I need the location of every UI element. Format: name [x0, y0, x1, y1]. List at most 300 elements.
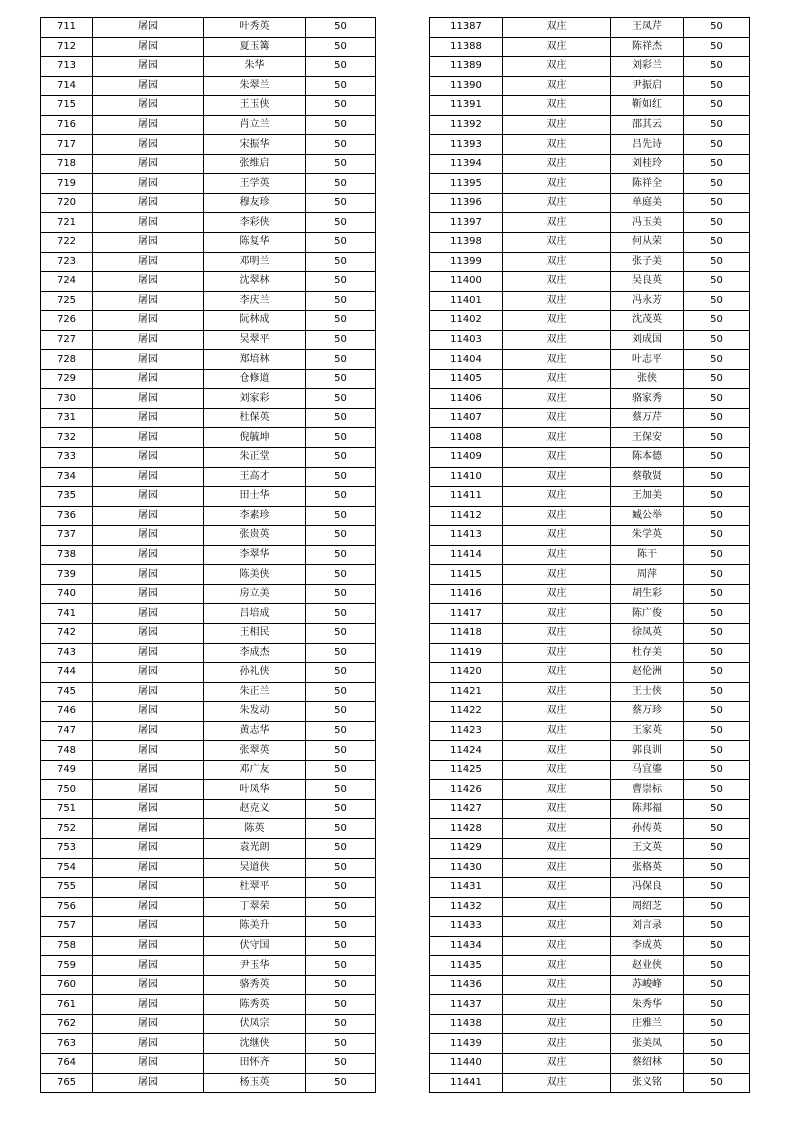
village-cell: 屠园	[93, 115, 204, 135]
person-name-cell: 伏守国	[204, 936, 306, 956]
table-row	[41, 936, 376, 956]
table-row	[430, 995, 750, 1015]
person-name-cell: 陈祥杰	[611, 37, 684, 57]
village-cell: 屠园	[93, 213, 204, 233]
person-name-cell: 王士侠	[611, 682, 684, 702]
person-name-cell: 杜翠平	[204, 878, 306, 898]
person-name-cell: 穆友珍	[204, 193, 306, 213]
record-number-cell: 11402	[430, 311, 503, 331]
table-row	[430, 526, 750, 546]
village-cell: 屠园	[93, 389, 204, 409]
village-cell: 屠园	[93, 643, 204, 663]
record-number-cell: 714	[41, 76, 93, 96]
village-cell: 屠园	[93, 37, 204, 57]
table-row	[41, 897, 376, 917]
person-name-cell: 叶志平	[611, 350, 684, 370]
table-row	[41, 213, 376, 233]
village-cell: 双庄	[503, 369, 611, 389]
person-name-cell: 吴翠平	[204, 330, 306, 350]
record-number-cell: 11433	[430, 917, 503, 937]
table-row	[41, 858, 376, 878]
table-row	[430, 213, 750, 233]
person-name-cell: 周萍	[611, 565, 684, 585]
table-row	[430, 917, 750, 937]
person-name-cell: 刘桂玲	[611, 154, 684, 174]
record-number-cell: 11415	[430, 565, 503, 585]
person-name-cell: 张侠	[611, 369, 684, 389]
record-number-cell: 11432	[430, 897, 503, 917]
amount-cell: 50	[684, 272, 750, 292]
amount-cell: 50	[684, 760, 750, 780]
village-cell: 双庄	[503, 193, 611, 213]
amount-cell: 50	[684, 408, 750, 428]
table-row	[41, 1034, 376, 1054]
amount-cell: 50	[684, 57, 750, 77]
person-name-cell: 臧公举	[611, 506, 684, 526]
person-name-cell: 李成杰	[204, 643, 306, 663]
amount-cell: 50	[684, 975, 750, 995]
village-cell: 屠园	[93, 467, 204, 487]
record-number-cell: 11421	[430, 682, 503, 702]
person-name-cell: 陈邦福	[611, 799, 684, 819]
village-cell: 屠园	[93, 96, 204, 116]
person-name-cell: 仓修道	[204, 369, 306, 389]
amount-cell: 50	[306, 623, 376, 643]
village-cell: 屠园	[93, 487, 204, 507]
village-cell: 双庄	[503, 1053, 611, 1073]
person-name-cell: 吕培成	[204, 604, 306, 624]
table-row	[41, 154, 376, 174]
village-cell: 屠园	[93, 663, 204, 683]
table-row	[430, 858, 750, 878]
record-number-cell: 11392	[430, 115, 503, 135]
person-name-cell: 杜存美	[611, 643, 684, 663]
record-number-cell: 11407	[430, 408, 503, 428]
amount-cell: 50	[684, 37, 750, 57]
village-cell: 双庄	[503, 350, 611, 370]
person-name-cell: 张格英	[611, 858, 684, 878]
person-name-cell: 尹玉华	[204, 956, 306, 976]
table-row	[41, 682, 376, 702]
village-cell: 屠园	[93, 76, 204, 96]
record-number-cell: 11394	[430, 154, 503, 174]
record-number-cell: 759	[41, 956, 93, 976]
amount-cell: 50	[306, 311, 376, 331]
village-cell: 双庄	[503, 702, 611, 722]
person-name-cell: 徐凤英	[611, 623, 684, 643]
village-cell: 屠园	[93, 428, 204, 448]
table-row	[41, 917, 376, 937]
person-name-cell: 宋振华	[204, 135, 306, 155]
village-cell: 双庄	[503, 408, 611, 428]
person-name-cell: 单庭美	[611, 193, 684, 213]
table-row	[430, 330, 750, 350]
record-number-cell: 734	[41, 467, 93, 487]
person-name-cell: 郑培林	[204, 350, 306, 370]
village-cell: 双庄	[503, 858, 611, 878]
record-number-cell: 748	[41, 741, 93, 761]
village-cell: 屠园	[93, 760, 204, 780]
village-cell: 屠园	[93, 57, 204, 77]
amount-cell: 50	[684, 487, 750, 507]
table-row	[430, 193, 750, 213]
record-number-cell: 761	[41, 995, 93, 1015]
person-name-cell: 朱秀华	[611, 995, 684, 1015]
person-name-cell: 冯玉美	[611, 213, 684, 233]
person-name-cell: 田士华	[204, 487, 306, 507]
amount-cell: 50	[684, 350, 750, 370]
person-name-cell: 肖立兰	[204, 115, 306, 135]
village-cell: 双庄	[503, 135, 611, 155]
table-row	[430, 311, 750, 331]
village-cell: 双庄	[503, 57, 611, 77]
person-name-cell: 田怀齐	[204, 1053, 306, 1073]
person-name-cell: 张贵英	[204, 526, 306, 546]
record-number-cell: 718	[41, 154, 93, 174]
village-cell: 双庄	[503, 956, 611, 976]
village-cell: 屠园	[93, 995, 204, 1015]
record-number-cell: 11425	[430, 760, 503, 780]
village-cell: 屠园	[93, 897, 204, 917]
amount-cell: 50	[306, 291, 376, 311]
table-row	[41, 526, 376, 546]
record-number-cell: 11420	[430, 663, 503, 683]
village-cell: 双庄	[503, 975, 611, 995]
table-row	[430, 663, 750, 683]
person-name-cell: 沈继侠	[204, 1034, 306, 1054]
person-name-cell: 朱正兰	[204, 682, 306, 702]
table-row	[41, 389, 376, 409]
person-name-cell: 李庆兰	[204, 291, 306, 311]
table-row	[41, 760, 376, 780]
table-row	[430, 467, 750, 487]
person-name-cell: 伏凤宗	[204, 1014, 306, 1034]
person-name-cell: 孙礼侠	[204, 663, 306, 683]
table-row	[430, 252, 750, 272]
table-row	[41, 663, 376, 683]
amount-cell: 50	[684, 154, 750, 174]
amount-cell: 50	[684, 936, 750, 956]
village-cell: 双庄	[503, 780, 611, 800]
village-cell: 屠园	[93, 858, 204, 878]
amount-cell: 50	[306, 96, 376, 116]
person-name-cell: 陈美升	[204, 917, 306, 937]
table-row	[41, 741, 376, 761]
person-name-cell: 朱翠兰	[204, 76, 306, 96]
amount-cell: 50	[306, 565, 376, 585]
amount-cell: 50	[684, 584, 750, 604]
table-row	[430, 760, 750, 780]
person-name-cell: 胡生彩	[611, 584, 684, 604]
village-cell: 双庄	[503, 721, 611, 741]
record-number-cell: 735	[41, 487, 93, 507]
amount-cell: 50	[306, 1053, 376, 1073]
person-name-cell: 吴道侠	[204, 858, 306, 878]
village-cell: 双庄	[503, 233, 611, 253]
table-row	[41, 878, 376, 898]
village-cell: 屠园	[93, 780, 204, 800]
table-row	[41, 135, 376, 155]
amount-cell: 50	[684, 389, 750, 409]
person-name-cell: 刘成国	[611, 330, 684, 350]
record-number-cell: 736	[41, 506, 93, 526]
record-number-cell: 11405	[430, 369, 503, 389]
amount-cell: 50	[306, 936, 376, 956]
amount-cell: 50	[306, 917, 376, 937]
record-number-cell: 737	[41, 526, 93, 546]
village-cell: 双庄	[503, 545, 611, 565]
person-name-cell: 陈复华	[204, 233, 306, 253]
village-cell: 双庄	[503, 663, 611, 683]
village-cell: 双庄	[503, 154, 611, 174]
record-number-cell: 717	[41, 135, 93, 155]
person-name-cell: 冯永芳	[611, 291, 684, 311]
village-cell: 屠园	[93, 193, 204, 213]
record-number-cell: 727	[41, 330, 93, 350]
person-name-cell: 杨玉英	[204, 1073, 306, 1093]
village-cell: 双庄	[503, 819, 611, 839]
amount-cell: 50	[306, 233, 376, 253]
person-name-cell: 王学英	[204, 174, 306, 194]
village-cell: 双庄	[503, 878, 611, 898]
record-number-cell: 11417	[430, 604, 503, 624]
table-row	[41, 623, 376, 643]
person-name-cell: 朱学英	[611, 526, 684, 546]
table-row	[430, 936, 750, 956]
record-number-cell: 11423	[430, 721, 503, 741]
amount-cell: 50	[684, 604, 750, 624]
amount-cell: 50	[306, 408, 376, 428]
table-row	[41, 721, 376, 741]
village-cell: 双庄	[503, 1034, 611, 1054]
amount-cell: 50	[306, 721, 376, 741]
table-row	[41, 96, 376, 116]
table-row	[430, 154, 750, 174]
table-row	[41, 115, 376, 135]
table-row	[41, 1053, 376, 1073]
table-row	[41, 76, 376, 96]
table-row	[41, 193, 376, 213]
record-number-cell: 720	[41, 193, 93, 213]
table-row	[41, 565, 376, 585]
person-name-cell: 丁翠荣	[204, 897, 306, 917]
person-name-cell: 张维启	[204, 154, 306, 174]
table-row	[430, 18, 750, 38]
person-name-cell: 王玉侠	[204, 96, 306, 116]
table-row	[430, 819, 750, 839]
amount-cell: 50	[684, 878, 750, 898]
table-row	[41, 487, 376, 507]
record-number-cell: 11439	[430, 1034, 503, 1054]
amount-cell: 50	[684, 1014, 750, 1034]
record-number-cell: 11406	[430, 389, 503, 409]
amount-cell: 50	[684, 96, 750, 116]
amount-cell: 50	[684, 623, 750, 643]
table-row	[430, 272, 750, 292]
record-number-cell: 11401	[430, 291, 503, 311]
village-cell: 屠园	[93, 741, 204, 761]
person-name-cell: 陈祥全	[611, 174, 684, 194]
amount-cell: 50	[684, 565, 750, 585]
table-row	[430, 878, 750, 898]
amount-cell: 50	[306, 487, 376, 507]
person-name-cell: 朱华	[204, 57, 306, 77]
record-number-cell: 11400	[430, 272, 503, 292]
table-row	[430, 389, 750, 409]
person-name-cell: 赵克义	[204, 799, 306, 819]
village-cell: 屠园	[93, 838, 204, 858]
record-number-cell: 723	[41, 252, 93, 272]
record-number-cell: 726	[41, 311, 93, 331]
record-number-cell: 11429	[430, 838, 503, 858]
table-row	[430, 233, 750, 253]
village-cell: 双庄	[503, 526, 611, 546]
record-number-cell: 11426	[430, 780, 503, 800]
person-name-cell: 王加美	[611, 487, 684, 507]
village-cell: 双庄	[503, 467, 611, 487]
amount-cell: 50	[684, 526, 750, 546]
village-cell: 双庄	[503, 428, 611, 448]
record-number-cell: 756	[41, 897, 93, 917]
table-row	[41, 995, 376, 1015]
record-number-cell: 11389	[430, 57, 503, 77]
table-row	[430, 428, 750, 448]
amount-cell: 50	[306, 1073, 376, 1093]
amount-cell: 50	[684, 643, 750, 663]
person-name-cell: 邓广友	[204, 760, 306, 780]
village-cell: 屠园	[93, 448, 204, 468]
person-name-cell: 阮林成	[204, 311, 306, 331]
table-row	[41, 448, 376, 468]
amount-cell: 50	[684, 1053, 750, 1073]
village-cell: 屠园	[93, 526, 204, 546]
village-cell: 双庄	[503, 741, 611, 761]
person-name-cell: 孙传英	[611, 819, 684, 839]
village-cell: 屠园	[93, 1053, 204, 1073]
table-row	[430, 96, 750, 116]
amount-cell: 50	[306, 1034, 376, 1054]
person-name-cell: 骆秀英	[204, 975, 306, 995]
record-number-cell: 11411	[430, 487, 503, 507]
person-name-cell: 马宜鎏	[611, 760, 684, 780]
amount-cell: 50	[306, 741, 376, 761]
amount-cell: 50	[684, 682, 750, 702]
amount-cell: 50	[684, 721, 750, 741]
amount-cell: 50	[306, 428, 376, 448]
village-cell: 双庄	[503, 897, 611, 917]
village-cell: 双庄	[503, 76, 611, 96]
amount-cell: 50	[306, 663, 376, 683]
table-row	[41, 252, 376, 272]
record-number-cell: 742	[41, 623, 93, 643]
table-row	[430, 487, 750, 507]
record-number-cell: 730	[41, 389, 93, 409]
table-row	[430, 623, 750, 643]
amount-cell: 50	[684, 193, 750, 213]
person-name-cell: 王保安	[611, 428, 684, 448]
table-row	[41, 1073, 376, 1093]
amount-cell: 50	[306, 252, 376, 272]
amount-cell: 50	[306, 448, 376, 468]
table-row	[41, 545, 376, 565]
table-row	[430, 37, 750, 57]
person-name-cell: 朱发动	[204, 702, 306, 722]
record-number-cell: 731	[41, 408, 93, 428]
record-number-cell: 11438	[430, 1014, 503, 1034]
person-name-cell: 蔡敬贤	[611, 467, 684, 487]
amount-cell: 50	[306, 350, 376, 370]
table-row	[430, 76, 750, 96]
amount-cell: 50	[306, 1014, 376, 1034]
record-number-cell: 741	[41, 604, 93, 624]
record-number-cell: 11441	[430, 1073, 503, 1093]
village-cell: 双庄	[503, 995, 611, 1015]
amount-cell: 50	[684, 780, 750, 800]
village-cell: 屠园	[93, 975, 204, 995]
record-number-cell: 747	[41, 721, 93, 741]
village-cell: 屠园	[93, 350, 204, 370]
table-row	[41, 780, 376, 800]
amount-cell: 50	[684, 467, 750, 487]
village-cell: 屠园	[93, 506, 204, 526]
amount-cell: 50	[306, 330, 376, 350]
record-number-cell: 11422	[430, 702, 503, 722]
village-cell: 屠园	[93, 291, 204, 311]
person-name-cell: 赵业侠	[611, 956, 684, 976]
table-row	[41, 702, 376, 722]
table-row	[41, 57, 376, 77]
village-cell: 双庄	[503, 682, 611, 702]
amount-cell: 50	[306, 76, 376, 96]
amount-cell: 50	[306, 506, 376, 526]
village-cell: 双庄	[503, 917, 611, 937]
table-row	[430, 838, 750, 858]
person-name-cell: 袁光朗	[204, 838, 306, 858]
amount-cell: 50	[684, 506, 750, 526]
amount-cell: 50	[306, 956, 376, 976]
record-number-cell: 712	[41, 37, 93, 57]
person-name-cell: 朱正堂	[204, 448, 306, 468]
amount-cell: 50	[684, 428, 750, 448]
record-number-cell: 733	[41, 448, 93, 468]
amount-cell: 50	[306, 369, 376, 389]
record-number-cell: 749	[41, 760, 93, 780]
amount-cell: 50	[306, 702, 376, 722]
record-number-cell: 754	[41, 858, 93, 878]
village-cell: 屠园	[93, 545, 204, 565]
record-number-cell: 11430	[430, 858, 503, 878]
table-row	[430, 897, 750, 917]
person-name-cell: 叶秀英	[204, 18, 306, 38]
table-row	[41, 799, 376, 819]
record-number-cell: 745	[41, 682, 93, 702]
record-number-cell: 11387	[430, 18, 503, 38]
record-number-cell: 757	[41, 917, 93, 937]
amount-cell: 50	[306, 526, 376, 546]
amount-cell: 50	[684, 213, 750, 233]
table-row	[430, 174, 750, 194]
table-row	[41, 506, 376, 526]
amount-cell: 50	[306, 135, 376, 155]
village-cell: 双庄	[503, 291, 611, 311]
table-row	[430, 604, 750, 624]
person-name-cell: 蔡万珍	[611, 702, 684, 722]
person-name-cell: 张翠英	[204, 741, 306, 761]
record-number-cell: 11431	[430, 878, 503, 898]
village-cell: 双庄	[503, 623, 611, 643]
right-roster-table	[429, 17, 750, 1093]
record-number-cell: 763	[41, 1034, 93, 1054]
